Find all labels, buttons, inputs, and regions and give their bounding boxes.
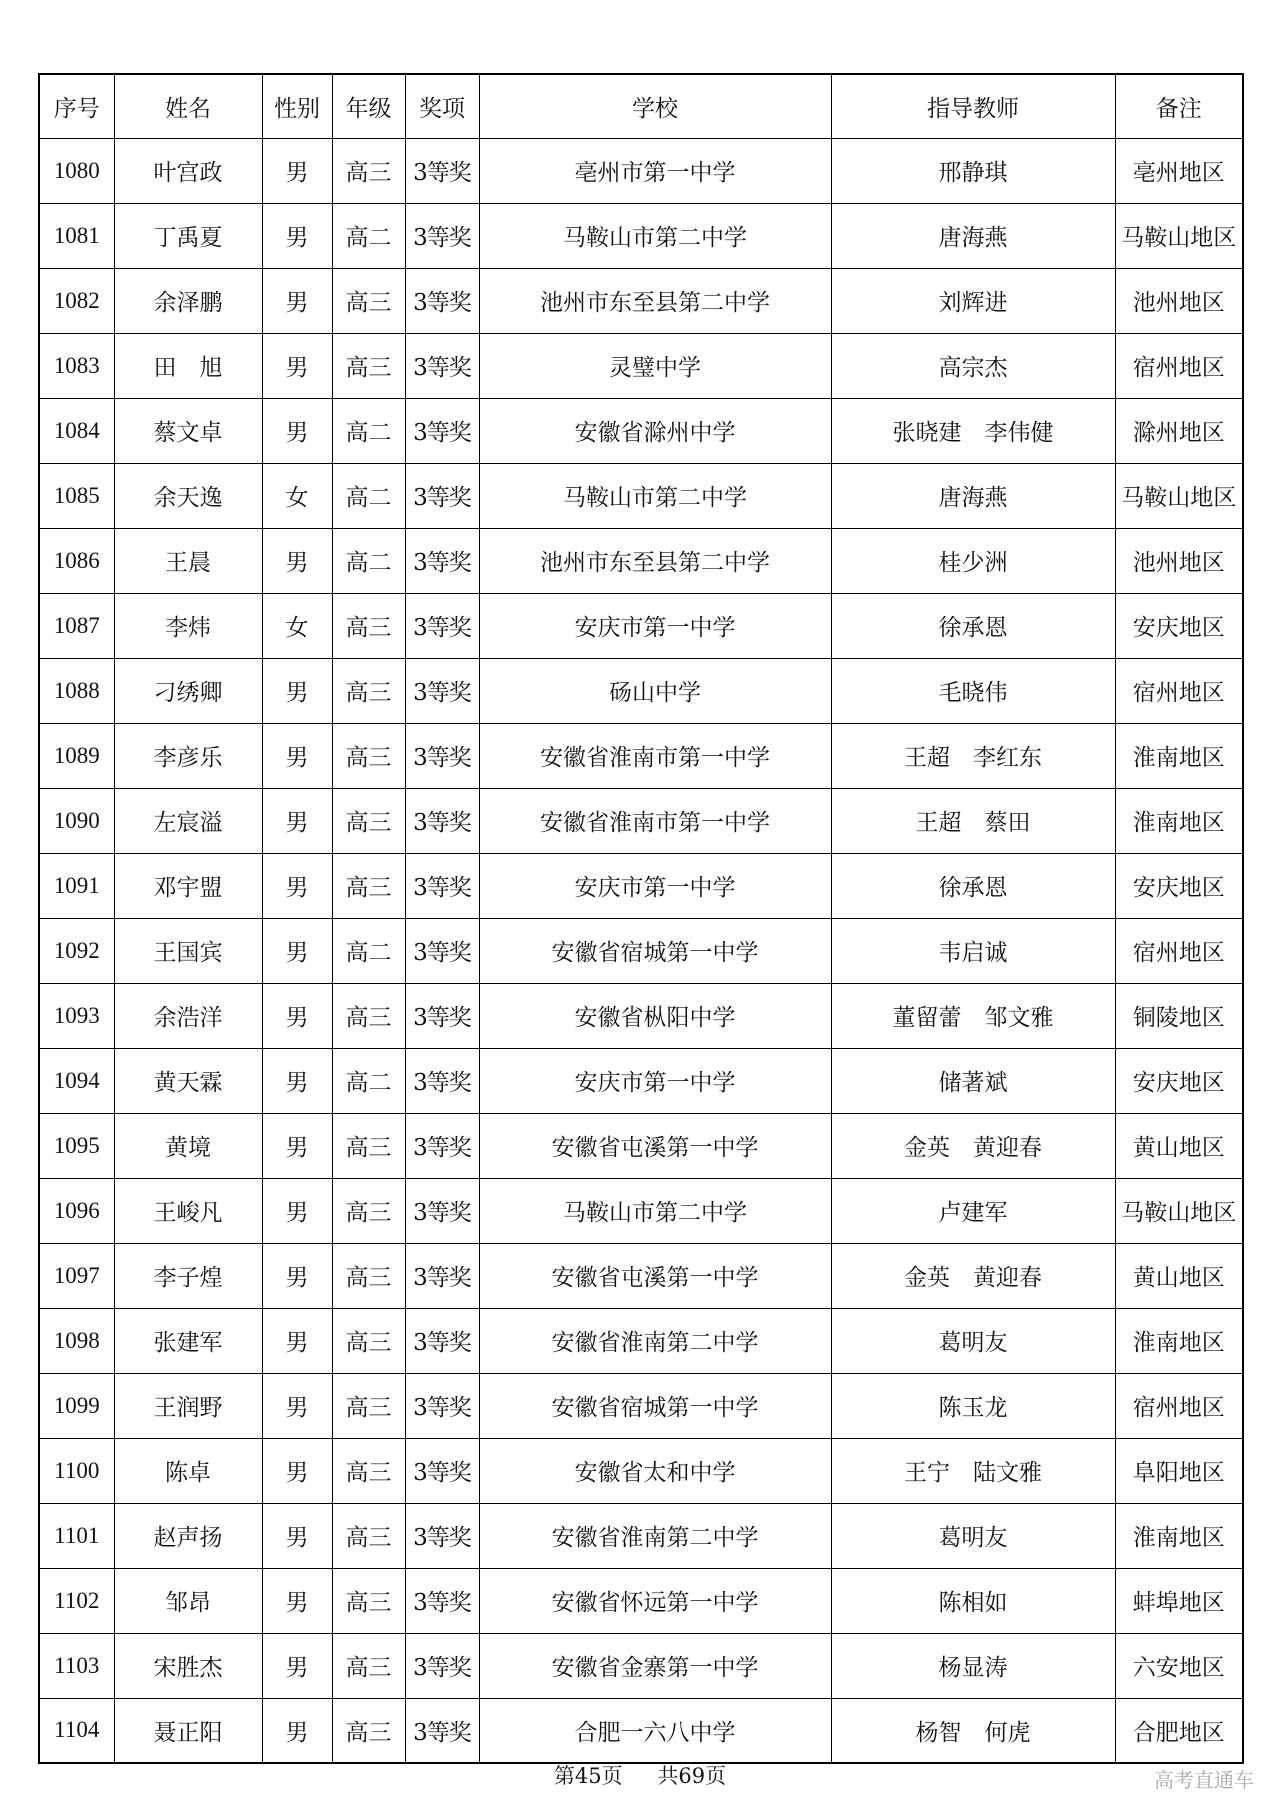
cell-name: 刁绣卿 (114, 658, 262, 723)
cell-serial-number: 1104 (39, 1698, 114, 1763)
cell-school: 安庆市第一中学 (479, 593, 831, 658)
cell-gender: 男 (262, 268, 332, 333)
cell-grade: 高三 (332, 1113, 405, 1178)
cell-gender: 女 (262, 593, 332, 658)
cell-remark: 安庆地区 (1115, 1048, 1243, 1113)
table-row (39, 918, 1243, 983)
cell-grade: 高三 (332, 1698, 405, 1763)
cell-award: 3等奖 (405, 853, 479, 918)
cell-name: 邹昂 (114, 1568, 262, 1633)
cell-gender: 男 (262, 983, 332, 1048)
cell-teacher: 杨智 何虎 (831, 1698, 1115, 1763)
cell-name: 黄境 (114, 1113, 262, 1178)
cell-serial-number: 1095 (39, 1113, 114, 1178)
cell-serial-number: 1097 (39, 1243, 114, 1308)
cell-name: 李彦乐 (114, 723, 262, 788)
cell-name: 邓宇盟 (114, 853, 262, 918)
cell-school: 安徽省淮南市第一中学 (479, 788, 831, 853)
cell-serial-number: 1096 (39, 1178, 114, 1243)
cell-teacher: 陈玉龙 (831, 1373, 1115, 1438)
cell-gender: 男 (262, 723, 332, 788)
cell-gender: 男 (262, 1308, 332, 1373)
cell-serial-number: 1101 (39, 1503, 114, 1568)
cell-school: 安徽省滁州中学 (479, 398, 831, 463)
cell-award: 3等奖 (405, 788, 479, 853)
cell-remark: 池州地区 (1115, 268, 1243, 333)
cell-grade: 高三 (332, 268, 405, 333)
cell-grade: 高三 (332, 1178, 405, 1243)
cell-award: 3等奖 (405, 1243, 479, 1308)
header-grade: 年级 (332, 74, 405, 138)
cell-award: 3等奖 (405, 1503, 479, 1568)
table-row (39, 1438, 1243, 1503)
cell-school: 安徽省金寨第一中学 (479, 1633, 831, 1698)
cell-gender: 男 (262, 333, 332, 398)
cell-serial-number: 1086 (39, 528, 114, 593)
cell-serial-number: 1089 (39, 723, 114, 788)
cell-grade: 高三 (332, 983, 405, 1048)
award-table (38, 73, 1244, 1764)
cell-gender: 男 (262, 1503, 332, 1568)
cell-serial-number: 1092 (39, 918, 114, 983)
cell-award: 3等奖 (405, 1178, 479, 1243)
cell-teacher: 唐海燕 (831, 203, 1115, 268)
cell-award: 3等奖 (405, 528, 479, 593)
cell-grade: 高二 (332, 528, 405, 593)
cell-name: 丁禹夏 (114, 203, 262, 268)
cell-gender: 男 (262, 1438, 332, 1503)
cell-serial-number: 1087 (39, 593, 114, 658)
cell-gender: 男 (262, 1568, 332, 1633)
table-row (39, 1503, 1243, 1568)
cell-award: 3等奖 (405, 463, 479, 528)
table-row (39, 788, 1243, 853)
table-row (39, 723, 1243, 788)
cell-award: 3等奖 (405, 723, 479, 788)
cell-school: 安徽省屯溪第一中学 (479, 1113, 831, 1178)
cell-award: 3等奖 (405, 203, 479, 268)
cell-grade: 高三 (332, 138, 405, 203)
table-row (39, 463, 1243, 528)
cell-remark: 宿州地区 (1115, 1373, 1243, 1438)
cell-remark: 滁州地区 (1115, 398, 1243, 463)
cell-award: 3等奖 (405, 138, 479, 203)
cell-grade: 高二 (332, 1048, 405, 1113)
cell-serial-number: 1094 (39, 1048, 114, 1113)
cell-serial-number: 1093 (39, 983, 114, 1048)
table-row (39, 528, 1243, 593)
cell-name: 李炜 (114, 593, 262, 658)
page-total: 共69页 (657, 1764, 727, 1788)
cell-gender: 男 (262, 788, 332, 853)
table-row (39, 1633, 1243, 1698)
header-remark: 备注 (1115, 74, 1243, 138)
cell-name: 叶宫政 (114, 138, 262, 203)
cell-gender: 男 (262, 138, 332, 203)
cell-remark: 安庆地区 (1115, 593, 1243, 658)
cell-teacher: 韦启诚 (831, 918, 1115, 983)
cell-school: 马鞍山市第二中学 (479, 1178, 831, 1243)
cell-school: 马鞍山市第二中学 (479, 463, 831, 528)
table-row (39, 593, 1243, 658)
cell-teacher: 邢静琪 (831, 138, 1115, 203)
cell-name: 黄天霖 (114, 1048, 262, 1113)
cell-school: 砀山中学 (479, 658, 831, 723)
header-gender: 性别 (262, 74, 332, 138)
cell-award: 3等奖 (405, 1438, 479, 1503)
header-school: 学校 (479, 74, 831, 138)
cell-name: 田 旭 (114, 333, 262, 398)
cell-remark: 淮南地区 (1115, 788, 1243, 853)
table-row (39, 1568, 1243, 1633)
cell-award: 3等奖 (405, 658, 479, 723)
cell-gender: 女 (262, 463, 332, 528)
cell-remark: 宿州地区 (1115, 918, 1243, 983)
cell-remark: 马鞍山地区 (1115, 463, 1243, 528)
cell-award: 3等奖 (405, 1308, 479, 1373)
table-row (39, 268, 1243, 333)
cell-name: 张建军 (114, 1308, 262, 1373)
cell-name: 王润野 (114, 1373, 262, 1438)
table-row (39, 1178, 1243, 1243)
table-row (39, 1243, 1243, 1308)
cell-remark: 黄山地区 (1115, 1113, 1243, 1178)
cell-school: 安徽省淮南第二中学 (479, 1503, 831, 1568)
cell-grade: 高三 (332, 658, 405, 723)
cell-grade: 高二 (332, 398, 405, 463)
cell-school: 安徽省淮南第二中学 (479, 1308, 831, 1373)
cell-teacher: 毛晓伟 (831, 658, 1115, 723)
cell-teacher: 卢建军 (831, 1178, 1115, 1243)
cell-teacher: 董留蕾 邹文雅 (831, 983, 1115, 1048)
cell-name: 宋胜杰 (114, 1633, 262, 1698)
cell-grade: 高三 (332, 853, 405, 918)
award-table-container (38, 73, 1242, 1764)
cell-teacher: 储著斌 (831, 1048, 1115, 1113)
cell-name: 左宸溢 (114, 788, 262, 853)
cell-serial-number: 1085 (39, 463, 114, 528)
cell-grade: 高三 (332, 723, 405, 788)
cell-school: 亳州市第一中学 (479, 138, 831, 203)
cell-award: 3等奖 (405, 918, 479, 983)
cell-teacher: 王宁 陆文雅 (831, 1438, 1115, 1503)
cell-name: 陈卓 (114, 1438, 262, 1503)
cell-award: 3等奖 (405, 1113, 479, 1178)
cell-teacher: 桂少洲 (831, 528, 1115, 593)
page-current: 第45页 (553, 1764, 623, 1788)
cell-remark: 宿州地区 (1115, 658, 1243, 723)
cell-gender: 男 (262, 1373, 332, 1438)
cell-remark: 淮南地区 (1115, 1503, 1243, 1568)
cell-grade: 高三 (332, 1373, 405, 1438)
cell-grade: 高三 (332, 788, 405, 853)
cell-name: 蔡文卓 (114, 398, 262, 463)
cell-remark: 亳州地区 (1115, 138, 1243, 203)
cell-remark: 阜阳地区 (1115, 1438, 1243, 1503)
cell-grade: 高二 (332, 463, 405, 528)
cell-teacher: 唐海燕 (831, 463, 1115, 528)
cell-remark: 铜陵地区 (1115, 983, 1243, 1048)
cell-serial-number: 1090 (39, 788, 114, 853)
cell-grade: 高三 (332, 1503, 405, 1568)
table-row (39, 1373, 1243, 1438)
cell-remark: 安庆地区 (1115, 853, 1243, 918)
cell-teacher: 葛明友 (831, 1308, 1115, 1373)
cell-gender: 男 (262, 203, 332, 268)
cell-teacher: 金英 黄迎春 (831, 1113, 1115, 1178)
cell-award: 3等奖 (405, 333, 479, 398)
cell-grade: 高三 (332, 1243, 405, 1308)
cell-school: 安庆市第一中学 (479, 853, 831, 918)
cell-teacher: 徐承恩 (831, 593, 1115, 658)
header-teacher: 指导教师 (831, 74, 1115, 138)
cell-remark: 合肥地区 (1115, 1698, 1243, 1763)
cell-name: 聂正阳 (114, 1698, 262, 1763)
cell-serial-number: 1091 (39, 853, 114, 918)
cell-name: 余浩洋 (114, 983, 262, 1048)
cell-serial-number: 1099 (39, 1373, 114, 1438)
cell-teacher: 杨显涛 (831, 1633, 1115, 1698)
cell-teacher: 葛明友 (831, 1503, 1115, 1568)
cell-school: 安徽省宿城第一中学 (479, 918, 831, 983)
header-name: 姓名 (114, 74, 262, 138)
cell-serial-number: 1088 (39, 658, 114, 723)
cell-name: 余天逸 (114, 463, 262, 528)
cell-remark: 马鞍山地区 (1115, 1178, 1243, 1243)
table-row (39, 1113, 1243, 1178)
cell-name: 李子煌 (114, 1243, 262, 1308)
watermark-text: 高考直通车 (1154, 1768, 1254, 1792)
cell-remark: 马鞍山地区 (1115, 203, 1243, 268)
table-row (39, 203, 1243, 268)
cell-gender: 男 (262, 528, 332, 593)
table-row (39, 1698, 1243, 1763)
cell-school: 安徽省枞阳中学 (479, 983, 831, 1048)
cell-serial-number: 1100 (39, 1438, 114, 1503)
cell-serial-number: 1102 (39, 1568, 114, 1633)
cell-remark: 淮南地区 (1115, 1308, 1243, 1373)
cell-serial-number: 1083 (39, 333, 114, 398)
table-row (39, 658, 1243, 723)
cell-gender: 男 (262, 1243, 332, 1308)
cell-teacher: 高宗杰 (831, 333, 1115, 398)
cell-award: 3等奖 (405, 398, 479, 463)
cell-school: 安徽省宿城第一中学 (479, 1373, 831, 1438)
cell-remark: 黄山地区 (1115, 1243, 1243, 1308)
cell-gender: 男 (262, 918, 332, 983)
cell-name: 王国宾 (114, 918, 262, 983)
page-footer (0, 1760, 1280, 1790)
header-award: 奖项 (405, 74, 479, 138)
cell-award: 3等奖 (405, 1048, 479, 1113)
cell-serial-number: 1103 (39, 1633, 114, 1698)
cell-school: 合肥一六八中学 (479, 1698, 831, 1763)
table-row (39, 853, 1243, 918)
cell-award: 3等奖 (405, 593, 479, 658)
cell-grade: 高二 (332, 203, 405, 268)
cell-award: 3等奖 (405, 1373, 479, 1438)
cell-remark: 六安地区 (1115, 1633, 1243, 1698)
cell-school: 灵璧中学 (479, 333, 831, 398)
cell-school: 池州市东至县第二中学 (479, 528, 831, 593)
cell-grade: 高三 (332, 1568, 405, 1633)
cell-award: 3等奖 (405, 1633, 479, 1698)
cell-remark: 宿州地区 (1115, 333, 1243, 398)
cell-school: 池州市东至县第二中学 (479, 268, 831, 333)
cell-gender: 男 (262, 1633, 332, 1698)
cell-grade: 高二 (332, 918, 405, 983)
cell-teacher: 徐承恩 (831, 853, 1115, 918)
cell-teacher: 张晓建 李伟健 (831, 398, 1115, 463)
cell-remark: 蚌埠地区 (1115, 1568, 1243, 1633)
cell-name: 王峻凡 (114, 1178, 262, 1243)
cell-school: 安徽省太和中学 (479, 1438, 831, 1503)
cell-teacher: 王超 蔡田 (831, 788, 1115, 853)
cell-school: 马鞍山市第二中学 (479, 203, 831, 268)
cell-grade: 高三 (332, 333, 405, 398)
cell-school: 安徽省屯溪第一中学 (479, 1243, 831, 1308)
cell-grade: 高三 (332, 1308, 405, 1373)
cell-serial-number: 1080 (39, 138, 114, 203)
cell-gender: 男 (262, 1113, 332, 1178)
cell-serial-number: 1082 (39, 268, 114, 333)
table-row (39, 1048, 1243, 1113)
table-row (39, 1308, 1243, 1373)
cell-name: 余泽鹏 (114, 268, 262, 333)
cell-teacher: 刘辉进 (831, 268, 1115, 333)
cell-gender: 男 (262, 1178, 332, 1243)
cell-gender: 男 (262, 398, 332, 463)
table-row (39, 333, 1243, 398)
cell-award: 3等奖 (405, 1698, 479, 1763)
cell-gender: 男 (262, 1698, 332, 1763)
cell-name: 王晨 (114, 528, 262, 593)
cell-remark: 池州地区 (1115, 528, 1243, 593)
cell-school: 安徽省淮南市第一中学 (479, 723, 831, 788)
cell-serial-number: 1081 (39, 203, 114, 268)
table-row (39, 983, 1243, 1048)
cell-teacher: 王超 李红东 (831, 723, 1115, 788)
table-body (39, 138, 1243, 1763)
cell-name: 赵声扬 (114, 1503, 262, 1568)
cell-grade: 高三 (332, 1633, 405, 1698)
cell-grade: 高三 (332, 1438, 405, 1503)
header-serial-number: 序号 (39, 74, 114, 138)
table-header-row (39, 74, 1243, 138)
table-row (39, 138, 1243, 203)
cell-school: 安徽省怀远第一中学 (479, 1568, 831, 1633)
cell-remark: 淮南地区 (1115, 723, 1243, 788)
cell-serial-number: 1098 (39, 1308, 114, 1373)
cell-school: 安庆市第一中学 (479, 1048, 831, 1113)
cell-award: 3等奖 (405, 1568, 479, 1633)
cell-award: 3等奖 (405, 983, 479, 1048)
cell-serial-number: 1084 (39, 398, 114, 463)
cell-teacher: 陈相如 (831, 1568, 1115, 1633)
cell-grade: 高三 (332, 593, 405, 658)
cell-award: 3等奖 (405, 268, 479, 333)
cell-gender: 男 (262, 853, 332, 918)
cell-teacher: 金英 黄迎春 (831, 1243, 1115, 1308)
cell-gender: 男 (262, 658, 332, 723)
table-row (39, 398, 1243, 463)
cell-gender: 男 (262, 1048, 332, 1113)
